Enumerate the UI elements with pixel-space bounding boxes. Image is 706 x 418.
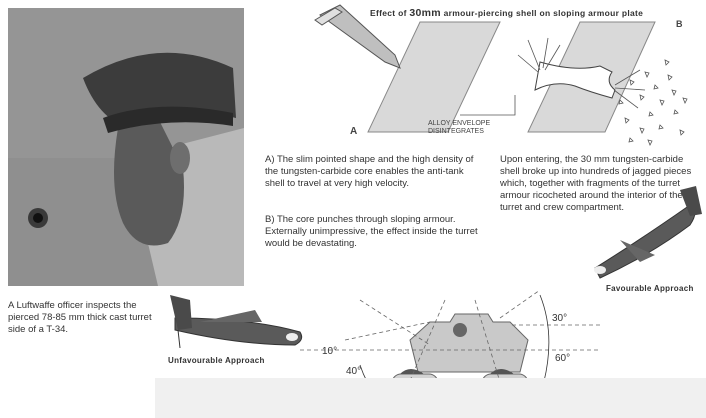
paragraph-b: B) The core punches through sloping armour. Externally unimpressive, the effect inside the turret would be devastating. xyxy=(265,214,478,249)
armour-plate-a xyxy=(368,22,500,132)
bottom-band xyxy=(155,378,706,418)
photo-caption: A Luftwaffe officer inspects the pierced 78-85 mm thick cast turret side of a T-34. xyxy=(8,300,152,335)
panel-a-label: A xyxy=(350,126,358,137)
title-caliber: 30mm xyxy=(409,7,441,19)
alloy-pointer xyxy=(460,95,515,115)
unfavourable-approach-label: Unfavourable Approach xyxy=(168,356,265,365)
plane-unfavourable xyxy=(170,295,302,348)
alloy-envelope-label: ALLOY ENVELOPE DISINTEGRATES xyxy=(428,120,491,135)
angle-40-label: 40° xyxy=(346,366,362,377)
angle-30-label: 30° xyxy=(552,313,568,324)
paragraph-c: Upon entering, the 30 mm tungsten-carbide shell broke up into hundreds of jagged pieces which, together with fragments of the turret armour ricocheted around the interior of the turret and crew compartment. xyxy=(500,154,692,213)
paragraph-a: A) The slim pointed shape and the high density of the tungsten-carbide core enables the anti-tank shell to travel at very high velocity. xyxy=(265,154,474,189)
title-suffix: armour-piercing shell on sloping armour plate xyxy=(440,8,644,18)
title-prefix: Effect of xyxy=(370,8,410,18)
panel-b-label: B xyxy=(676,19,683,29)
favourable-approach-label: Favourable Approach xyxy=(606,284,694,293)
angle-10-label: 10° xyxy=(322,346,338,357)
angle-60-label: 60° xyxy=(555,353,571,364)
ap-shell xyxy=(315,5,400,68)
